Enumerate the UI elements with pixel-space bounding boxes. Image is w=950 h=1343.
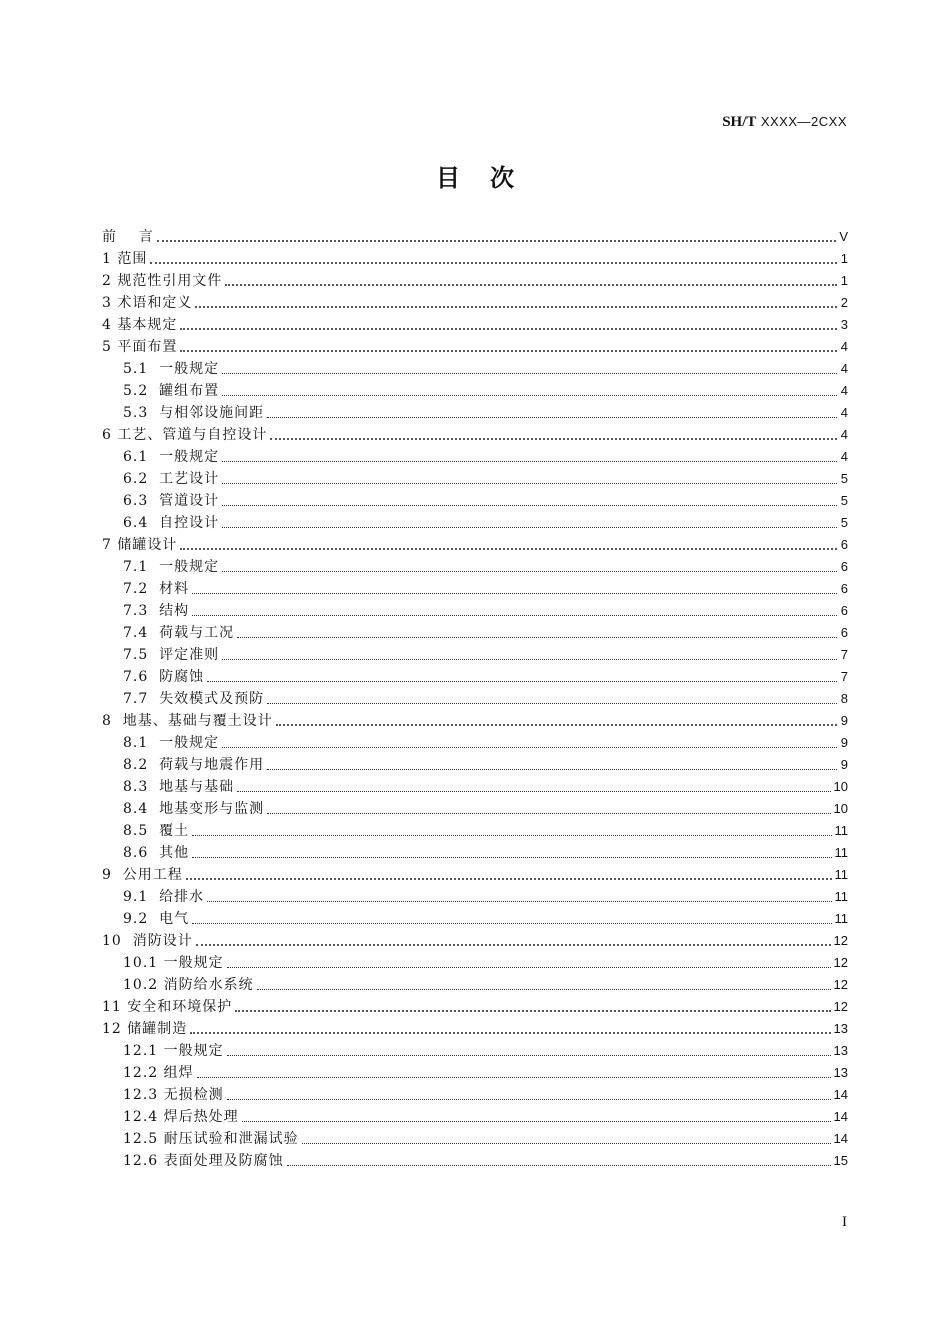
toc-dot-leader (192, 923, 831, 924)
toc-entry[interactable] (102, 950, 848, 972)
toc-entry-label: 6.3 管道设计 (123, 493, 220, 509)
toc-entry[interactable] (102, 268, 848, 290)
toc-dot-leader (222, 659, 837, 660)
toc-entry-page: 7 (840, 647, 848, 662)
toc-entry-page: 13 (833, 1043, 848, 1058)
toc-entry-page: 2 (840, 295, 848, 310)
table-of-contents (102, 224, 848, 1170)
toc-entry-page: 12 (833, 955, 848, 970)
toc-entry-label: 7 储罐设计 (102, 537, 178, 553)
toc-entry-page: 1 (840, 251, 848, 266)
toc-entry-page: 14 (833, 1131, 848, 1146)
toc-entry-label: 12.4 焊后热处理 (123, 1109, 239, 1125)
toc-entry-page: 5 (840, 493, 848, 508)
toc-entry-page: 6 (840, 581, 848, 596)
toc-entry-page: 4 (840, 405, 848, 420)
toc-entry[interactable] (102, 1126, 848, 1148)
toc-entry[interactable] (102, 752, 848, 774)
toc-entry-label: 8 地基、基础与覆土设计 (102, 713, 273, 729)
toc-entry-page: 4 (840, 361, 848, 376)
toc-dot-leader (222, 373, 837, 374)
toc-entry-page: 11 (834, 845, 848, 860)
toc-dot-leader (267, 769, 837, 770)
toc-entry-label: 7.7 失效模式及预防 (123, 691, 265, 707)
toc-dot-leader (227, 1055, 831, 1056)
toc-dot-leader (157, 240, 837, 242)
toc-entry[interactable] (102, 356, 848, 378)
toc-entry[interactable] (102, 246, 848, 268)
toc-entry-label: 7.4 荷载与工况 (123, 625, 235, 641)
toc-dot-leader (270, 438, 837, 440)
toc-entry-label: 11 安全和环境保护 (102, 999, 233, 1015)
toc-entry-page: 8 (840, 691, 848, 706)
toc-dot-leader (192, 615, 837, 616)
toc-entry[interactable] (102, 488, 848, 510)
toc-entry-label: 12.2 组焊 (123, 1065, 194, 1081)
toc-entry[interactable] (102, 576, 848, 598)
toc-entry[interactable] (102, 994, 848, 1016)
toc-entry-label: 9 公用工程 (102, 867, 183, 883)
toc-entry-label: 5 平面布置 (102, 339, 178, 355)
toc-entry-page: 11 (834, 823, 848, 838)
toc-dot-leader (192, 857, 831, 858)
toc-entry-label: 12.1 一般规定 (123, 1043, 224, 1059)
toc-entry-label: 8.1 一般规定 (123, 735, 220, 751)
toc-dot-leader (207, 901, 831, 902)
toc-entry[interactable] (102, 1038, 848, 1060)
toc-entry[interactable] (102, 928, 848, 950)
page-number: I (842, 1214, 847, 1230)
toc-entry-label: 7.3 结构 (123, 603, 190, 619)
toc-entry[interactable] (102, 708, 848, 730)
toc-dot-leader (287, 1165, 831, 1166)
toc-entry[interactable] (102, 840, 848, 862)
toc-entry-page: 4 (840, 339, 848, 354)
toc-entry[interactable] (102, 1104, 848, 1126)
toc-entry-label: 6.2 工艺设计 (123, 471, 220, 487)
toc-entry[interactable] (102, 444, 848, 466)
toc-dot-leader (180, 328, 837, 330)
document-code-prefix: SH/T (722, 114, 757, 130)
toc-entry-label: 7.1 一般规定 (123, 559, 220, 575)
toc-entry-page: 9 (840, 713, 848, 728)
toc-dot-leader (195, 306, 837, 308)
toc-dot-leader (222, 505, 837, 506)
toc-entry-label: 8.6 其他 (123, 845, 190, 861)
toc-entry-page: 4 (840, 383, 848, 398)
toc-entry-label: 4 基本规定 (102, 317, 178, 333)
toc-entry-label: 7.2 材料 (123, 581, 190, 597)
toc-dot-leader (267, 703, 837, 704)
toc-entry[interactable] (102, 1060, 848, 1082)
toc-dot-leader (180, 350, 837, 352)
toc-dot-leader (276, 724, 837, 726)
toc-entry[interactable] (102, 818, 848, 840)
toc-dot-leader (180, 548, 837, 550)
toc-dot-leader (222, 461, 837, 462)
toc-entry-label: 10.1 一般规定 (123, 955, 224, 971)
toc-entry[interactable] (102, 334, 848, 356)
toc-entry-label: 10.2 消防给水系统 (123, 977, 254, 993)
toc-entry[interactable] (102, 620, 848, 642)
toc-entry[interactable] (102, 532, 848, 554)
toc-entry-label: 6 工艺、管道与自控设计 (102, 427, 268, 443)
toc-dot-leader (267, 417, 837, 418)
toc-entry[interactable] (102, 1148, 848, 1170)
toc-entry-label: 9.2 电气 (123, 911, 190, 927)
toc-entry-label: 12 储罐制造 (102, 1021, 188, 1037)
toc-dot-leader (196, 944, 831, 946)
toc-entry[interactable] (102, 510, 848, 532)
toc-dot-leader (150, 262, 837, 264)
toc-entry[interactable] (102, 400, 848, 422)
toc-dot-leader (197, 1077, 831, 1078)
toc-entry-page: 12 (833, 933, 848, 948)
toc-entry-label: 12.5 耐压试验和泄漏试验 (123, 1131, 299, 1147)
toc-entry-page: 4 (840, 427, 848, 442)
toc-entry[interactable] (102, 884, 848, 906)
toc-dot-leader (242, 1121, 831, 1122)
toc-dot-leader (227, 967, 831, 968)
toc-dot-leader (235, 1010, 830, 1012)
toc-dot-leader (207, 681, 837, 682)
toc-entry-label: 8.5 覆土 (123, 823, 190, 839)
toc-entry[interactable] (102, 796, 848, 818)
toc-entry-page: 11 (834, 867, 848, 882)
toc-entry[interactable] (102, 598, 848, 620)
toc-entry[interactable] (102, 224, 848, 246)
toc-entry-page: 5 (840, 471, 848, 486)
toc-entry-page: 9 (840, 735, 848, 750)
toc-entry-page: 10 (833, 779, 848, 794)
toc-dot-leader (225, 284, 837, 286)
toc-entry-page: 10 (833, 801, 848, 816)
toc-entry-label: 10 消防设计 (102, 933, 193, 949)
toc-entry[interactable] (102, 466, 848, 488)
toc-entry-label: 6.1 一般规定 (123, 449, 220, 465)
toc-entry[interactable] (102, 1082, 848, 1104)
toc-dot-leader (257, 989, 831, 990)
toc-entry-label: 5.3 与相邻设施间距 (123, 405, 265, 421)
toc-entry-label: 5.1 一般规定 (123, 361, 220, 377)
toc-dot-leader (222, 483, 837, 484)
toc-entry-page: 6 (840, 559, 848, 574)
toc-entry-page: 14 (833, 1109, 848, 1124)
toc-entry-page: V (839, 229, 848, 244)
toc-entry[interactable] (102, 906, 848, 928)
toc-dot-leader (237, 791, 830, 792)
toc-dot-leader (222, 395, 837, 396)
toc-entry-label: 12.6 表面处理及防腐蚀 (123, 1153, 284, 1169)
toc-entry[interactable] (102, 686, 848, 708)
toc-entry-page: 13 (833, 1021, 848, 1036)
toc-dot-leader (192, 835, 831, 836)
toc-entry-label: 2 规范性引用文件 (102, 273, 223, 289)
toc-entry-page: 15 (833, 1153, 848, 1168)
toc-entry-label: 前 言 (102, 229, 154, 245)
toc-entry-label: 5.2 罐组布置 (123, 383, 220, 399)
toc-entry-page: 11 (834, 889, 848, 904)
toc-entry[interactable] (102, 290, 848, 312)
toc-entry[interactable] (102, 730, 848, 752)
toc-entry[interactable] (102, 378, 848, 400)
toc-entry-page: 12 (833, 999, 848, 1014)
toc-dot-leader (302, 1143, 831, 1144)
toc-entry-page: 11 (834, 911, 848, 926)
toc-entry[interactable] (102, 664, 848, 686)
toc-dot-leader (190, 1032, 830, 1034)
toc-entry-label: 3 术语和定义 (102, 295, 193, 311)
toc-entry-page: 3 (840, 317, 848, 332)
toc-entry-label: 7.5 评定准则 (123, 647, 220, 663)
toc-entry[interactable] (102, 554, 848, 576)
toc-dot-leader (186, 878, 832, 880)
toc-entry-page: 4 (840, 449, 848, 464)
toc-entry-page: 1 (840, 273, 848, 288)
toc-entry[interactable] (102, 312, 848, 334)
toc-entry-label: 1 范围 (102, 251, 148, 267)
toc-entry-label: 7.6 防腐蚀 (123, 669, 205, 685)
document-code-number: XXXX—2CXX (760, 114, 847, 129)
toc-dot-leader (222, 747, 837, 748)
toc-entry-label: 6.4 自控设计 (123, 515, 220, 531)
toc-entry-page: 9 (840, 757, 848, 772)
toc-dot-leader (192, 593, 837, 594)
toc-dot-leader (237, 637, 837, 638)
toc-dot-leader (222, 571, 837, 572)
toc-dot-leader (222, 527, 837, 528)
toc-entry-page: 13 (833, 1065, 848, 1080)
toc-entry-label: 12.3 无损检测 (123, 1087, 224, 1103)
toc-entry[interactable] (102, 972, 848, 994)
toc-entry-label: 8.2 荷载与地震作用 (123, 757, 265, 773)
toc-title: 目次 (436, 164, 544, 192)
toc-entry-label: 9.1 给排水 (123, 889, 205, 905)
toc-entry-page: 5 (840, 515, 848, 530)
toc-entry-page: 12 (833, 977, 848, 992)
toc-dot-leader (227, 1099, 831, 1100)
toc-entry-page: 7 (840, 669, 848, 684)
toc-entry[interactable] (102, 642, 848, 664)
toc-entry-label: 8.3 地基与基础 (123, 779, 235, 795)
toc-entry[interactable] (102, 774, 848, 796)
toc-entry[interactable] (102, 862, 848, 884)
toc-entry-page: 6 (840, 625, 848, 640)
toc-entry[interactable] (102, 422, 848, 444)
toc-entry-page: 6 (840, 603, 848, 618)
toc-dot-leader (267, 813, 830, 814)
toc-entry-page: 14 (833, 1087, 848, 1102)
toc-entry[interactable] (102, 1016, 848, 1038)
toc-entry-label: 8.4 地基变形与监测 (123, 801, 265, 817)
document-code (722, 114, 847, 131)
toc-entry-page: 6 (840, 537, 848, 552)
